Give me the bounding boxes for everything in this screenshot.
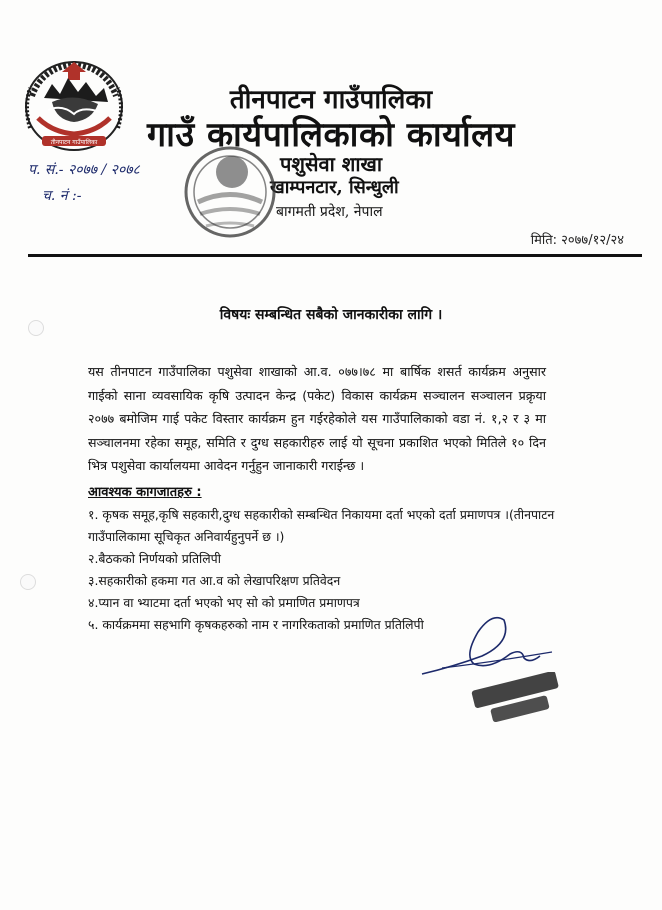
list-item: १. कृषक समूह,कृषि सहकारी,दुग्ध सहकारीको सम्बन्धित निकायमा दर्ता भएको दर्ता प्रमाणपत्र ।(तीनपाटन गाउँपालिकामा सूचिकृत अनिवार्यहुनुपर्ने छ ।) <box>88 507 555 544</box>
patra-sankhya: प. सं.- २०७७ / २०७८ <box>28 162 140 178</box>
office-stamp-icon <box>180 142 280 242</box>
list-item: ३.सहकारीको हकमा गत आ.व को लेखापरिक्षण प्रतिवेदन <box>88 573 341 588</box>
list-item: २.बैठकको निर्णयको प्रतिलिपी <box>88 551 221 566</box>
letter-subject: विषयः सम्बन्धित सबैको जानकारीका लागि । <box>219 307 443 323</box>
signatory-stamp-icon <box>470 672 566 722</box>
office-address: खाम्पनटार, सिन्धुली <box>270 177 399 198</box>
chalani-number: च. नं :- <box>42 188 82 204</box>
list-item: ५. कार्यक्रममा सहभागि कृषकहरुको नाम र नागरिकताको प्रमाणित प्रतिलिपी <box>88 617 424 632</box>
office-name: तीनपाटन गाउँपालिका <box>229 85 433 115</box>
branch-name: पशुसेवा शाखा <box>280 152 383 176</box>
requirements-heading: आवश्यक कागजातहरु : <box>88 485 202 500</box>
letter-date: मिति: २०७७/१२/२४ <box>530 233 624 248</box>
punch-hole <box>20 574 36 590</box>
letter-body: यस तीनपाटन गाउँपालिका पशुसेवा शाखाको आ.व. ०७७।७८ मा बार्षिक शसर्त कार्यक्रम अनुसार गाईको साना व्यवसायिक कृषि उत्पादन केन्द्र (पकेट) विकास कार्यक्रम सञ्चालन सञ्चालन प्रक्रृया २०७७ बमोजिम गाई पकेट विस्तार कार्यक्रम हुन गईरहेकोले यस गाउँपालिकाको वडा नं. १,२ र ३ मा सञ्चालनमा रहेका समूह, समिति र दुग्ध सहकारीहरु लाई यो सूचना प्रकाशित भएको मितिले १० दिन भित्र पशुसेवा कार्यालयमा आवेदन गर्नुहुन जानाकारी गराईन्छ । <box>88 364 546 473</box>
header-divider <box>28 254 642 257</box>
office-subtitle: गाउँ कार्यपालिकाको कार्यालय <box>147 115 515 155</box>
list-item: ४.प्यान वा भ्याटमा दर्ता भएको भए सो को प्रमाणित प्रमाणपत्र <box>88 595 360 610</box>
province-name: बागमती प्रदेश, नेपाल <box>276 204 383 220</box>
emblem-text: तीनपाटन गाउँपालिका <box>50 139 98 146</box>
